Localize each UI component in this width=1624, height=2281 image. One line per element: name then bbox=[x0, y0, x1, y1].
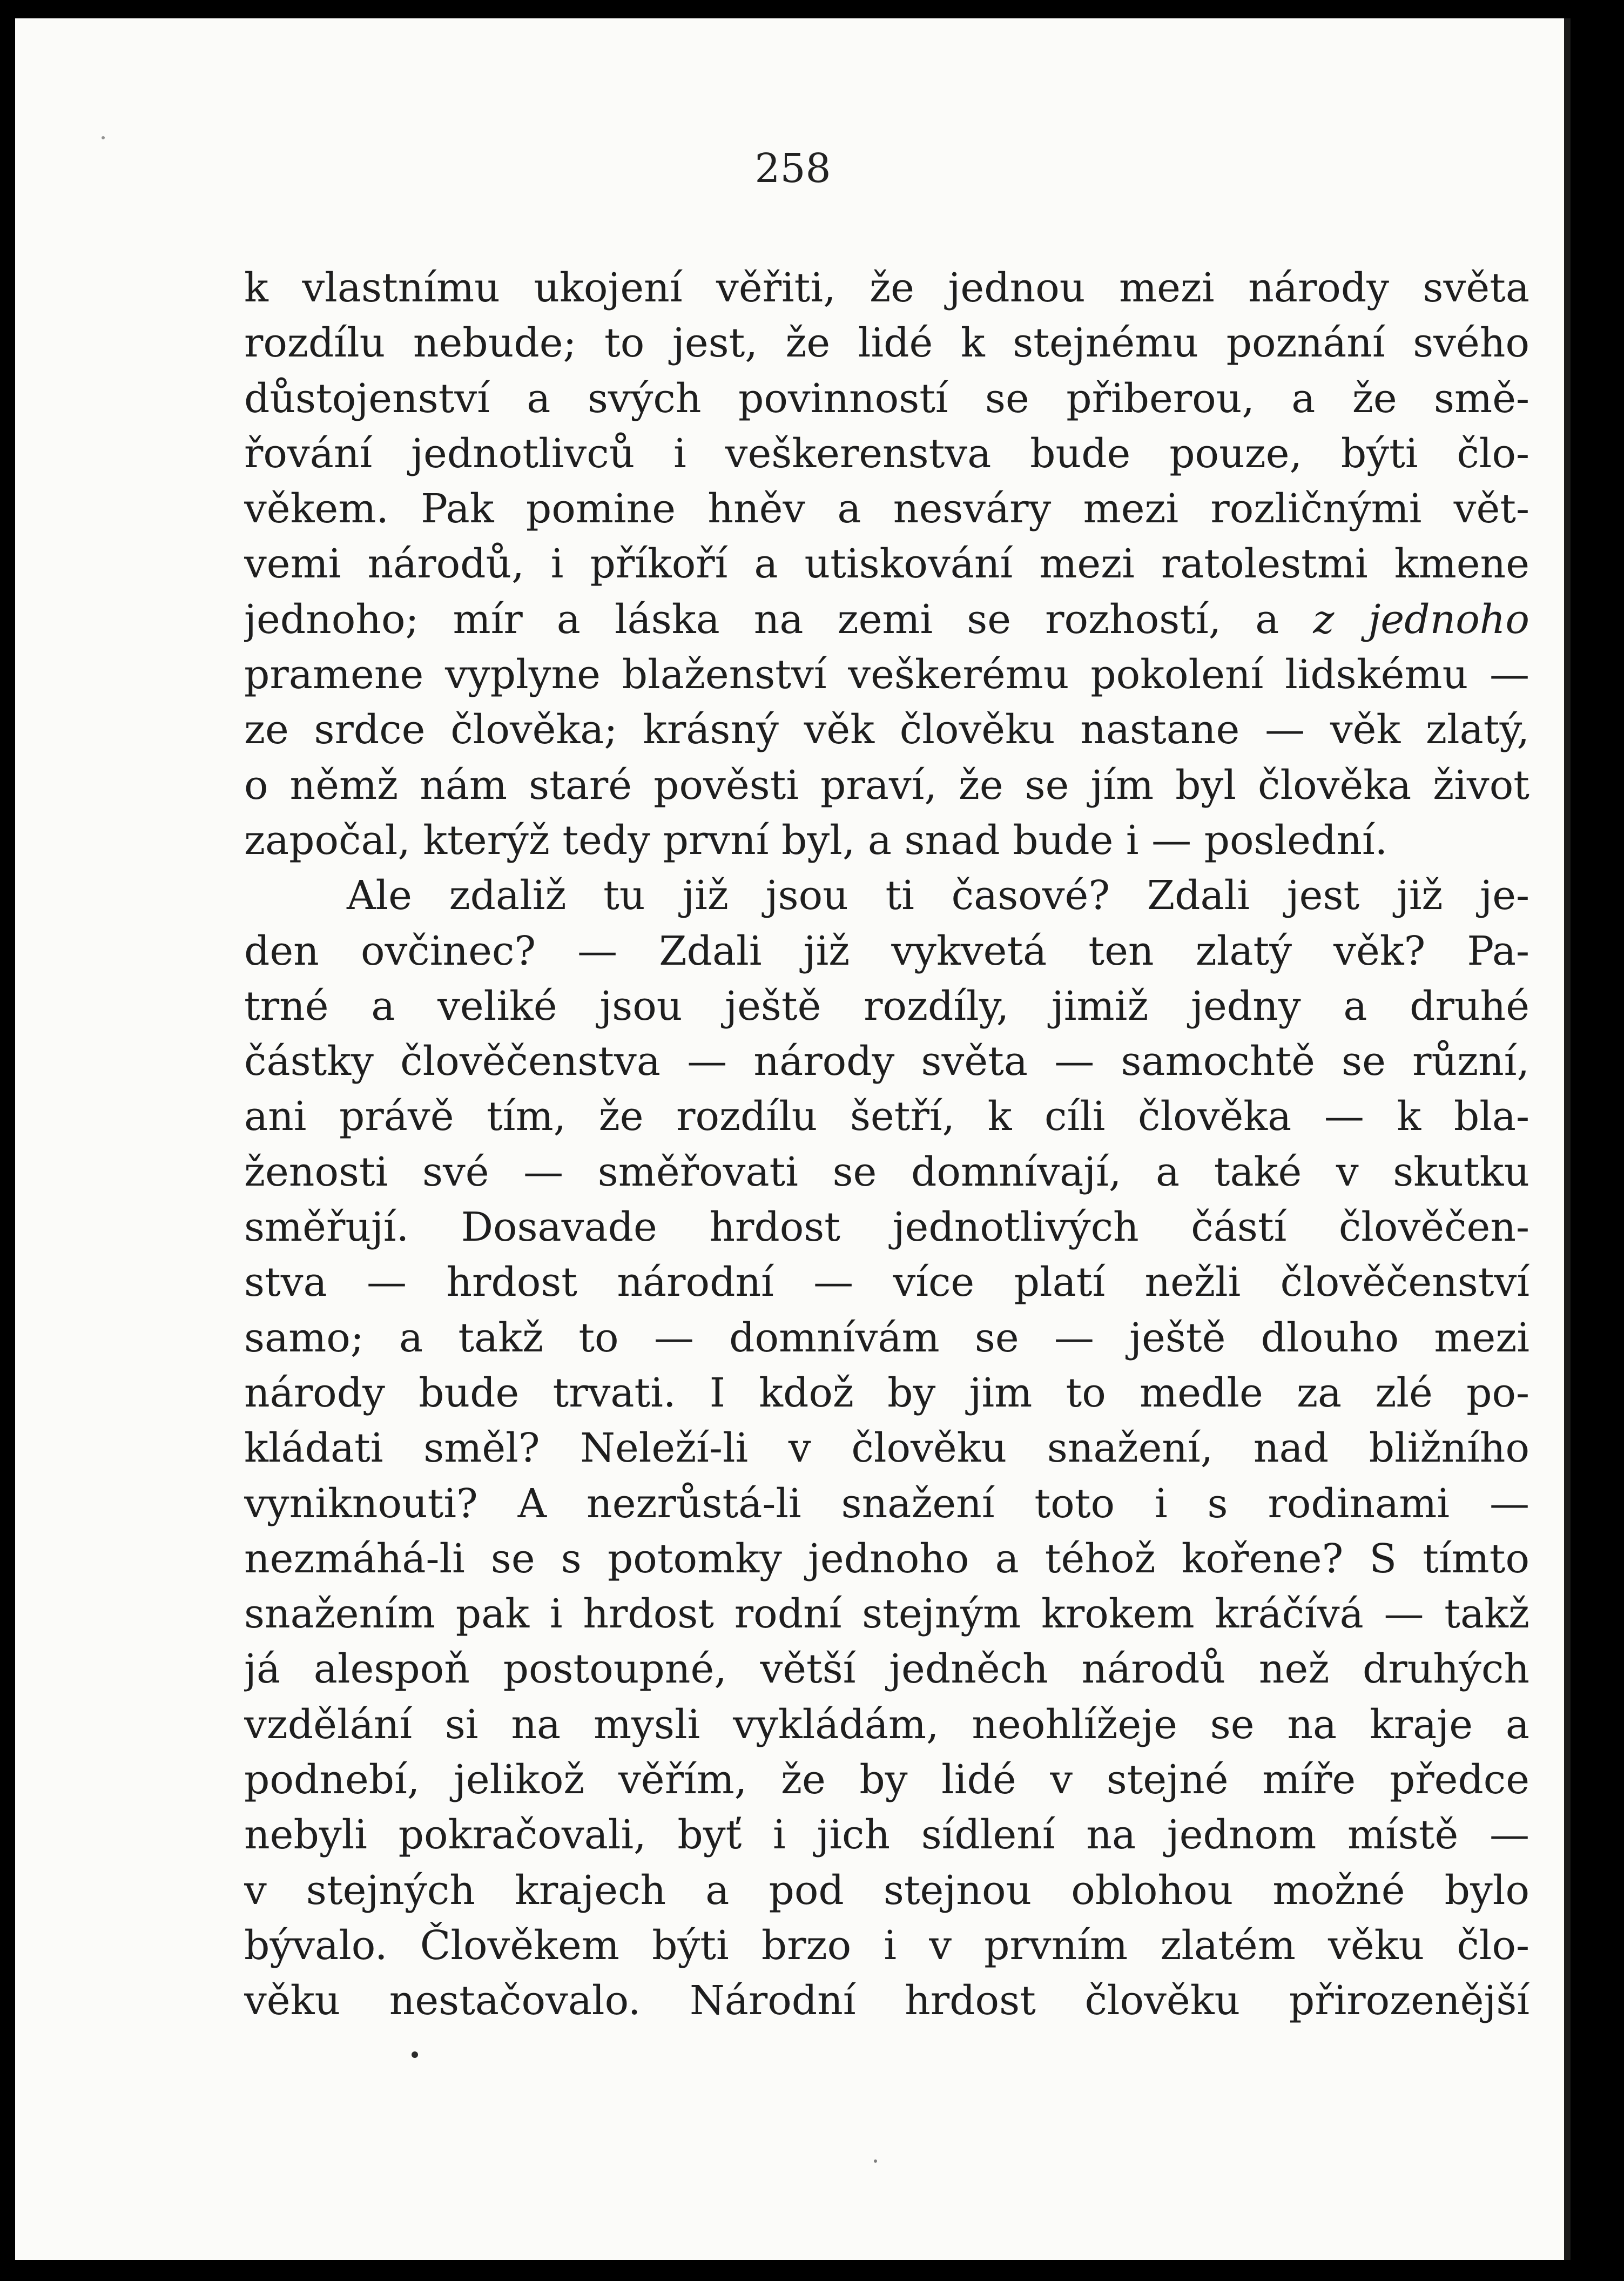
text-line-9: ze srdce člověka; krásný věk člověku nastane — věk zlatý, bbox=[244, 706, 1529, 753]
text-line-21: národy bude trvati. I kdož by jim to medle za zlé po- bbox=[244, 1369, 1529, 1416]
page-number: 258 bbox=[754, 145, 831, 192]
text-line-22: kládati směl? Neleží-li v člověku snažení, nad bližního bbox=[244, 1425, 1529, 1472]
text-line-6: vemi národů, i příkoří a utiskování mezi ratolestmi kmene bbox=[244, 541, 1529, 588]
ink-speck bbox=[102, 136, 105, 139]
book-page bbox=[15, 18, 1571, 2260]
ink-speck bbox=[874, 2159, 877, 2163]
body-text bbox=[244, 260, 1529, 2029]
text-line-10: o němž nám staré pověsti praví, že se jím byl člověka život bbox=[244, 762, 1529, 809]
text-line-5: věkem. Pak pomine hněv a nesváry mezi rozličnými vět- bbox=[244, 486, 1529, 533]
text-line-15: částky člověčenstva — národy světa — samochtě se různí, bbox=[244, 1038, 1529, 1085]
ink-speck bbox=[412, 2051, 418, 2058]
text-line-8: pramene vyplyne blaženství veškerému pokolení lidskému — bbox=[244, 651, 1529, 698]
text-line-30: v stejných krajech a pod stejnou oblohou možné bylo bbox=[244, 1867, 1529, 1914]
text-line-7 bbox=[244, 592, 1529, 647]
text-line-24: nezmáhá-li se s potomky jednoho a téhož kořene? S tímto bbox=[244, 1535, 1529, 1582]
text-line-32: věku nestačovalo. Národní hrdost člověku přirozenější bbox=[244, 1977, 1529, 2024]
text-line-12: Ale zdaliž tu již jsou ti časové? Zdali jest již je- bbox=[347, 872, 1529, 919]
text-line-29: nebyli pokračovali, byť i jich sídlení na jednom místě — bbox=[244, 1812, 1529, 1859]
text-line-20: samo; a takž to — domnívám se — ještě dlouho mezi bbox=[244, 1314, 1529, 1361]
text-line-25: snažením pak i hrdost rodní stejným krokem kráčívá — takž bbox=[244, 1591, 1529, 1638]
page-edge-line bbox=[1564, 18, 1571, 2260]
text-line-13: den ovčinec? — Zdali již vykvetá ten zlatý věk? Pa- bbox=[244, 927, 1529, 974]
text-line-19: stva — hrdost národní — více platí nežli člověčenství bbox=[244, 1259, 1529, 1306]
text-line-28: podnebí, jelikož věřím, že by lidé v stejné míře předce bbox=[244, 1757, 1529, 1804]
text-line-4: řování jednotlivců i veškerenstva bude pouze, býti člo- bbox=[244, 430, 1529, 477]
text-line-7-italic: z jednoho bbox=[1313, 596, 1529, 643]
text-line-2: rozdílu nebude; to jest, že lidé k stejnému poznání svého bbox=[244, 320, 1529, 367]
text-line-7-roman: jednoho; mír a láska na zemi se rozhostí, a bbox=[244, 596, 1313, 643]
text-line-31: bývalo. Člověkem býti brzo i v prvním zlatém věku člo- bbox=[244, 1922, 1529, 1969]
text-line-11: započal, kterýž tedy první byl, a snad bude i — poslední. bbox=[244, 817, 1388, 864]
text-line-23: vyniknouti? A nezrůstá-li snažení toto i s rodinami — bbox=[244, 1480, 1529, 1527]
text-line-18: směřují. Dosavade hrdost jednotlivých částí člověčen- bbox=[244, 1204, 1529, 1251]
text-line-3: důstojenství a svých povinností se přiberou, a že smě- bbox=[244, 375, 1529, 422]
text-line-27: vzdělání si na mysli vykládám, neohlížeje se na kraje a bbox=[244, 1701, 1529, 1748]
text-line-16: ani právě tím, že rozdílu šetří, k cíli člověka — k bla- bbox=[244, 1093, 1529, 1140]
text-line-26: já alespoň postoupné, větší jedněch národů než druhých bbox=[244, 1646, 1529, 1693]
text-line-17: ženosti své — směřovati se domnívají, a také v skutku bbox=[244, 1148, 1529, 1195]
text-line-1: k vlastnímu ukojení věřiti, že jednou mezi národy světa bbox=[244, 265, 1529, 311]
text-line-14: trné a veliké jsou ještě rozdíly, jimiž jedny a druhé bbox=[244, 983, 1529, 1030]
